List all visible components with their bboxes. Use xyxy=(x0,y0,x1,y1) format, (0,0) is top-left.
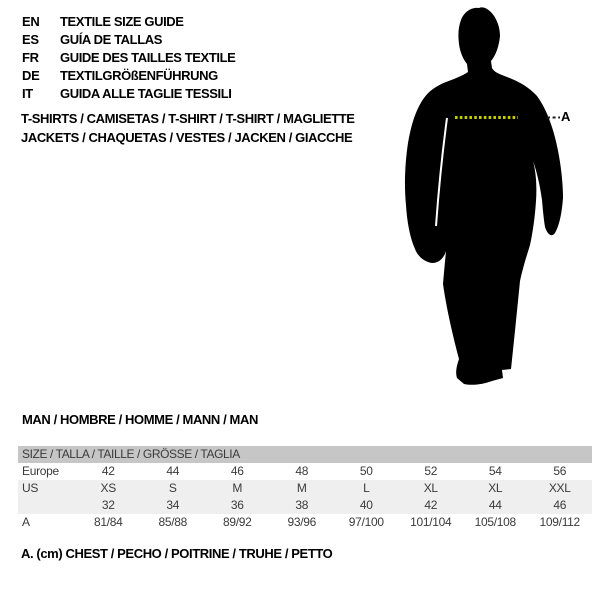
garment-categories xyxy=(21,109,355,147)
size-cell: 42 xyxy=(424,498,438,512)
size-cell: 89/92 xyxy=(222,515,252,529)
language-title: TEXTILGRÖßENFÜHRUNG xyxy=(60,68,218,83)
list-item xyxy=(22,31,235,49)
language-code: FR xyxy=(22,50,39,65)
size-cell: 81/84 xyxy=(93,515,123,529)
size-cell: M xyxy=(232,481,243,495)
language-code: EN xyxy=(22,14,40,29)
size-cell: L xyxy=(363,481,370,495)
category-tshirts: T-SHIRTS / CAMISETAS / T-SHIRT / T-SHIRT / MAGLIETTE xyxy=(21,111,355,126)
size-cell: XL xyxy=(423,481,438,495)
size-cell: 34 xyxy=(166,498,180,512)
category-jackets: JACKETS / CHAQUETAS / VESTES / JACKEN / GIACCHE xyxy=(21,130,353,145)
size-cell: 101/104 xyxy=(410,515,452,529)
language-code: IT xyxy=(22,86,33,101)
size-cell: 93/96 xyxy=(287,515,317,529)
table-row-europe xyxy=(18,463,592,480)
size-cell: XL xyxy=(488,481,503,495)
row-label: Europe xyxy=(22,464,59,478)
size-cell: 46 xyxy=(553,498,567,512)
row-label xyxy=(18,497,76,514)
size-cell: 40 xyxy=(359,498,373,512)
size-cell: XXL xyxy=(548,481,571,495)
size-table xyxy=(18,446,592,531)
size-cell: 56 xyxy=(553,464,567,478)
language-guide-list xyxy=(22,13,235,103)
size-cell: 44 xyxy=(166,464,180,478)
size-cell: 54 xyxy=(488,464,502,478)
list-item xyxy=(22,85,235,103)
size-cell: 46 xyxy=(230,464,244,478)
size-cell: S xyxy=(168,481,177,495)
man-silhouette-icon xyxy=(400,5,575,395)
language-code: DE xyxy=(22,68,40,83)
size-cell: 44 xyxy=(488,498,502,512)
table-row-us-numeric xyxy=(18,497,592,514)
size-cell: 48 xyxy=(295,464,309,478)
list-item xyxy=(22,67,235,85)
size-cell: 97/100 xyxy=(348,515,384,529)
man-silhouette xyxy=(405,7,563,384)
measurement-label-a: A xyxy=(561,109,571,124)
size-cell: 50 xyxy=(359,464,373,478)
language-title: GUIDA ALLE TAGLIE TESSILI xyxy=(60,86,232,101)
list-item xyxy=(22,49,235,67)
size-cell: 85/88 xyxy=(158,515,188,529)
size-cell: 42 xyxy=(101,464,115,478)
table-row-chest xyxy=(18,514,592,531)
size-cell: 105/108 xyxy=(474,515,516,529)
size-cell: M xyxy=(296,481,307,495)
language-title: GUIDE DES TAILLES TEXTILE xyxy=(60,50,236,65)
row-label: US xyxy=(22,481,39,495)
language-title: TEXTILE SIZE GUIDE xyxy=(60,14,184,29)
size-cell: 38 xyxy=(295,498,309,512)
size-cell: 32 xyxy=(101,498,115,512)
language-code: ES xyxy=(22,32,39,47)
size-cell: 36 xyxy=(230,498,244,512)
section-title: MAN / HOMBRE / HOMME / MANN / MAN xyxy=(22,412,258,427)
row-label: A xyxy=(22,515,30,529)
size-cell: 52 xyxy=(424,464,438,478)
language-title: GUÍA DE TALLAS xyxy=(60,32,163,47)
size-table-header: SIZE / TALLA / TAILLE / GRÖSSE / TAGLIA xyxy=(18,446,592,463)
measurement-footnote: A. (cm) CHEST / PECHO / POITRINE / TRUHE / PETTO xyxy=(21,546,333,561)
list-item xyxy=(22,13,235,31)
table-row-us xyxy=(18,480,592,497)
size-cell: XS xyxy=(100,481,116,495)
size-cell: 109/112 xyxy=(539,515,580,529)
